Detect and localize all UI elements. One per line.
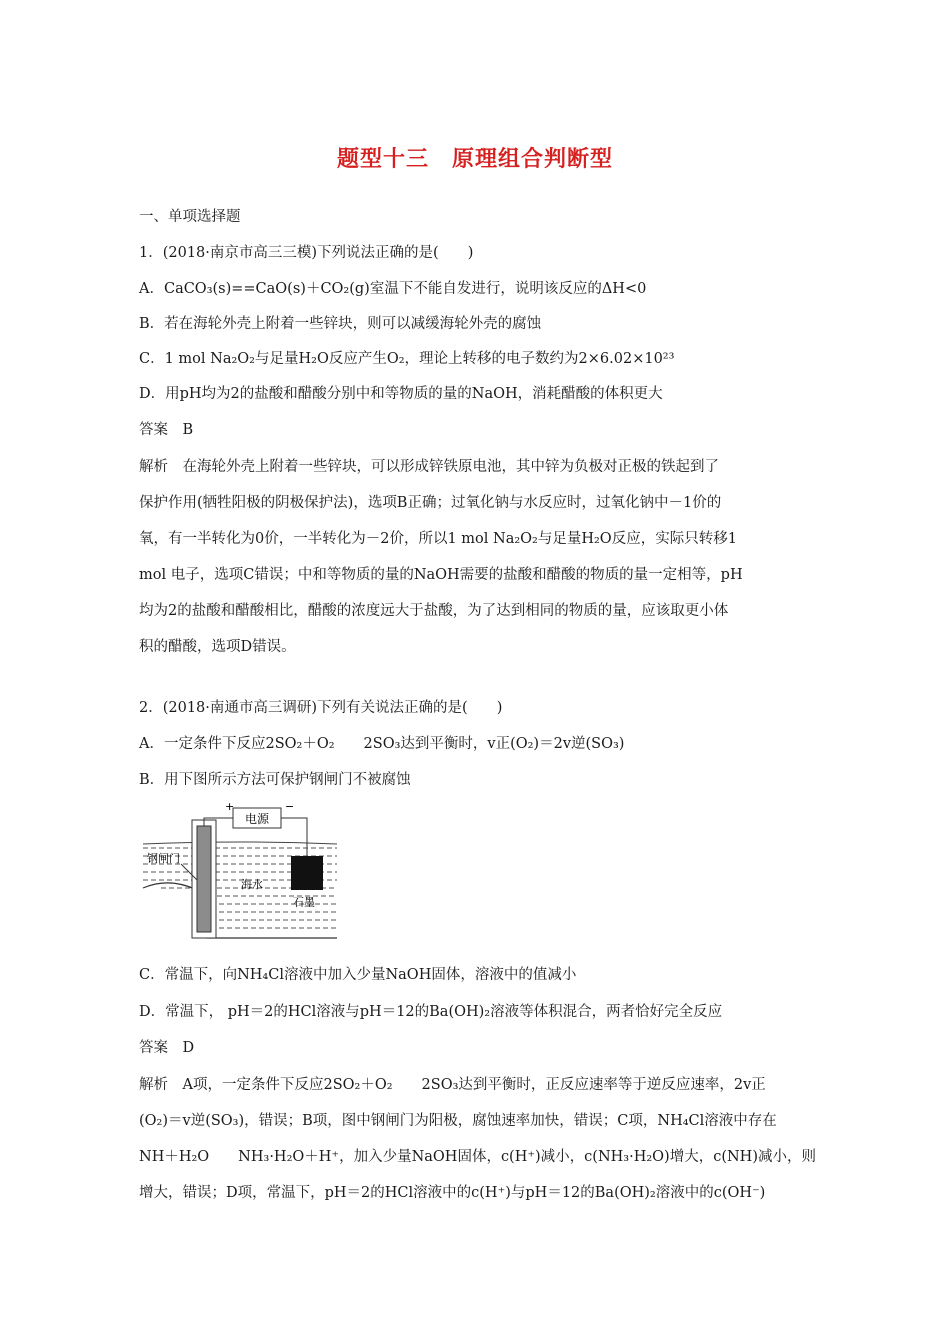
gate-label: 钢闸门 <box>147 852 180 865</box>
q2-option-c: C．常温下，向NH₄Cl溶液中加入少量NaOH固体，溶液中的值减小 <box>139 967 577 983</box>
section-heading: 一、单项选择题 <box>139 209 241 225</box>
q1-option-c: C．1 mol Na₂O₂与足量H₂O反应产生O₂，理论上转移的电子数约为2×6.02×10²³ <box>139 351 675 367</box>
plus-sign: + <box>225 800 235 813</box>
q1-stem: 1．(2018·南京市高三三模)下列说法正确的是( ) <box>139 245 474 261</box>
water-label: 海水 <box>241 878 263 891</box>
graphite-label: 石墨 <box>293 896 315 909</box>
page-title: 题型十三 原理组合判断型 <box>336 147 613 172</box>
q1-option-a: A．CaCO₃(s)==CaO(s)＋CO₂(g)室温下不能自发进行，说明该反应的ΔH<0 <box>139 281 647 297</box>
q2-analysis-line: 增大，错误；D项，常温下，pH＝2的HCl溶液中的c(H⁺)与pH＝12的Ba(OH)₂溶液中的c(OH⁻) <box>139 1185 766 1201</box>
q2-option-a: A．一定条件下反应2SO₂＋O₂ 2SO₃达到平衡时，v正(O₂)＝2v逆(SO₃) <box>139 736 625 752</box>
steel-gate <box>197 826 211 932</box>
graphite-electrode <box>291 856 323 890</box>
q2-analysis <box>139 1067 816 1211</box>
q1-analysis-line: 均为2的盐酸和醋酸相比，醋酸的浓度远大于盐酸，为了达到相同的物质的量，应该取更小体 <box>139 603 729 619</box>
q2-analysis-line: 解析 A项，一定条件下反应2SO₂＋O₂ 2SO₃达到平衡时，正反应速率等于逆反应速率，2v正 <box>139 1077 766 1093</box>
q1-option-b: B．若在海轮外壳上附着一些锌块，则可以减缓海轮外壳的腐蚀 <box>139 316 542 332</box>
power-label: 电源 <box>244 812 270 826</box>
q1-analysis-line: 氧，有一半转化为0价，一半转化为－2价，所以1 mol Na₂O₂与足量H₂O反应，实际只转移1 <box>139 531 737 547</box>
q2-answer: 答案 D <box>139 1040 195 1056</box>
q1-analysis-line: 保护作用(牺牲阳极的阴极保护法)，选项B正确；过氧化钠与水反应时，过氧化钠中－1价的 <box>139 495 722 511</box>
q2-option-d: D．常温下， pH＝2的HCl溶液与pH＝12的Ba(OH)₂溶液等体积混合，两者恰好完全反应 <box>139 1004 723 1020</box>
q2-option-b: B．用下图所示方法可保护钢闸门不被腐蚀 <box>139 772 411 788</box>
q2-stem: 2．(2018·南通市高三调研)下列有关说法正确的是( ) <box>139 700 503 716</box>
q2-analysis-line: (O₂)＝v逆(SO₃)，错误；B项，图中钢闸门为阳极，腐蚀速率加快，错误；C项，NH₄Cl溶液中存在 <box>139 1113 777 1129</box>
q1-option-d: D．用pH均为2的盐酸和醋酸分别中和等物质的量的NaOH，消耗醋酸的体积更大 <box>139 386 663 402</box>
q1-analysis-line: 积的醋酸，选项D错误。 <box>139 639 296 655</box>
q1-analysis-line: mol 电子，选项C错误；中和等物质的量的NaOH需要的盐酸和醋酸的物质的量一定相等，pH <box>139 567 743 583</box>
q2-analysis-line: NH＋H₂O NH₃·H₂O＋H⁺，加入少量NaOH固体，c(H⁺)减小，c(NH₃·H₂O)增大，c(NH)减小，则 <box>139 1149 816 1165</box>
q1-analysis-line: 解析 在海轮外壳上附着一些锌块，可以形成锌铁原电池，其中锌为负极对正极的铁起到了 <box>139 459 719 475</box>
corrosion-protection-diagram <box>141 800 341 942</box>
q1-answer: 答案 B <box>139 422 194 438</box>
minus-sign: − <box>285 800 295 813</box>
q1-analysis <box>139 449 811 665</box>
